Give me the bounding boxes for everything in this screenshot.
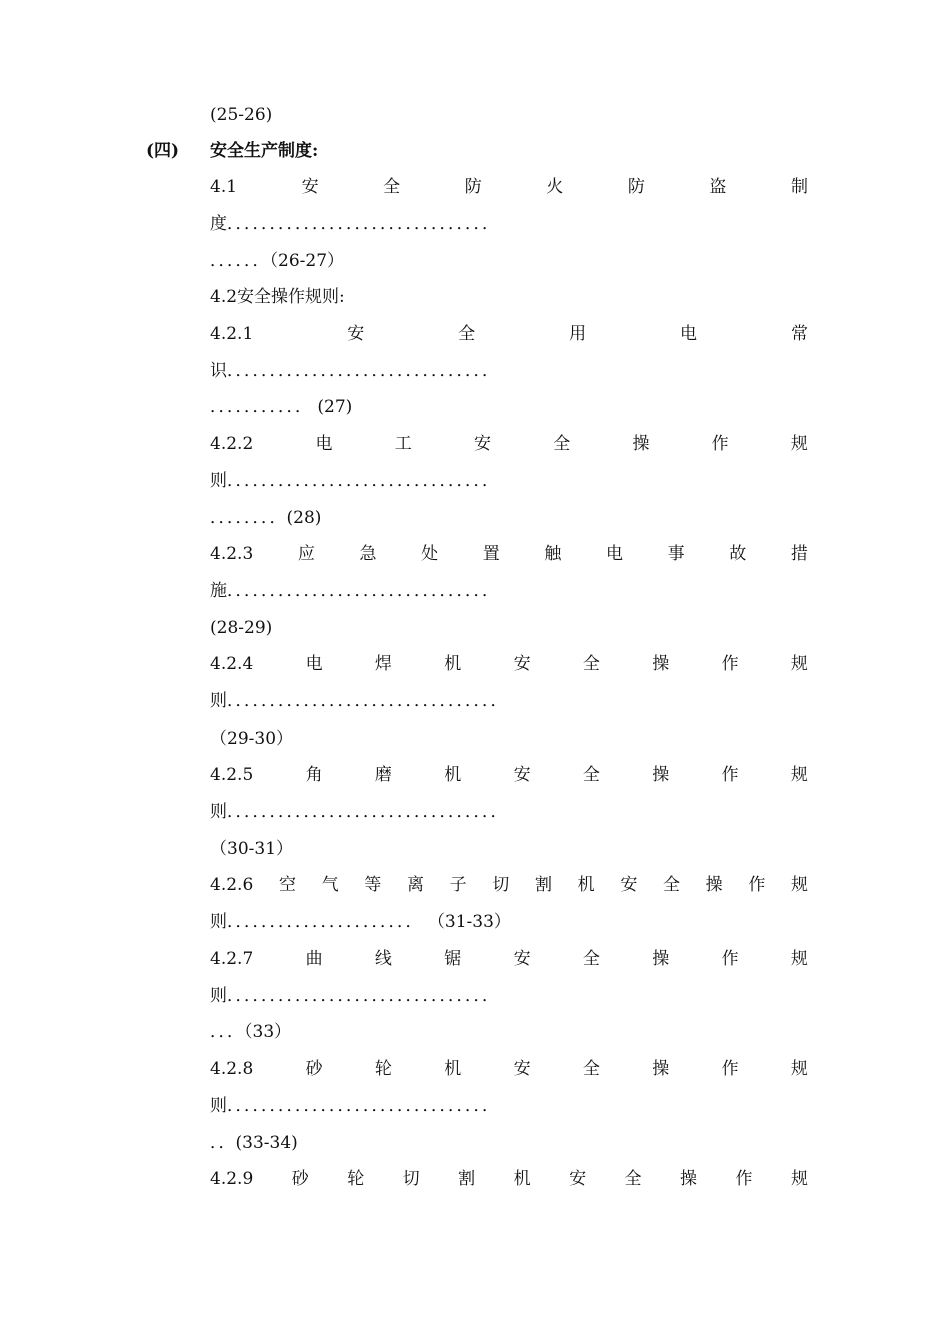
toc-entry-4-2-6-title: 4.2.6 空 气 等 离 子 切 割 机 安 全 操 作 规 — [210, 875, 808, 895]
section-number: (四) — [146, 141, 180, 161]
toc-page-ref: (25-26) — [210, 105, 273, 125]
toc-entry-4-2-1-leader: 识．．．．．．．．．．．．．．．．．．．．．．．．．．．．．．． — [210, 361, 499, 381]
toc-entry-4-2-5-title: 4.2.5 角 磨 机 安 全 操 作 规 — [210, 765, 808, 785]
toc-entry-4-2-7-page: ．．．（33） — [210, 1022, 292, 1042]
toc-entry-4-2-3-page: (28-29) — [210, 618, 273, 638]
toc-entry-4-2-5-leader: 则．．．．．．．．．．．．．．．．．．．．．．．．．．．．．．．． — [210, 802, 508, 822]
toc-entry-4-2-6-leader: 则．．．．．．．．．．．．．．．．．．．．．． （31-33） — [210, 912, 511, 932]
toc-entry-4-2-7-leader: 则．．．．．．．．．．．．．．．．．．．．．．．．．．．．．．． — [210, 986, 499, 1006]
toc-entry-4-2-8-leader: 则．．．．．．．．．．．．．．．．．．．．．．．．．．．．．．． — [210, 1096, 499, 1116]
toc-entry-4-1-title: 4.1 安 全 防 火 防 盗 制 — [210, 177, 808, 197]
toc-entry-4-2-3-leader: 施．．．．．．．．．．．．．．．．．．．．．．．．．．．．．．． — [210, 581, 499, 601]
toc-entry-4-2-2-leader: 则．．．．．．．．．．．．．．．．．．．．．．．．．．．．．．． — [210, 471, 499, 491]
toc-entry-4-2-9-title: 4.2.9 砂 轮 切 割 机 安 全 操 作 规 — [210, 1169, 808, 1189]
section-title: 安全生产制度: — [210, 141, 319, 161]
toc-entry-4-2-1-title: 4.2.1 安 全 用 电 常 — [210, 324, 808, 344]
toc-entry-4-2-3-title: 4.2.3 应 急 处 置 触 电 事 故 措 — [210, 544, 808, 564]
toc-entry-4-2-1-page: ．．．．．．．．．．． (27) — [210, 397, 353, 417]
toc-entry-4-2-2-page: ．．．．．．．．(28) — [210, 508, 322, 528]
toc-entry-4-2-5-page: （30-31） — [210, 839, 294, 859]
toc-entry-4-2-8-title: 4.2.8 砂 轮 机 安 全 操 作 规 — [210, 1059, 808, 1079]
toc-entry-4-2-4-leader: 则．．．．．．．．．．．．．．．．．．．．．．．．．．．．．．．． — [210, 691, 508, 711]
toc-entry-4-2-7-title: 4.2.7 曲 线 锯 安 全 操 作 规 — [210, 949, 808, 969]
toc-entry-4-1-page: ．．．．．．（26-27） — [210, 251, 345, 271]
toc-entry-4-2-4-title: 4.2.4 电 焊 机 安 全 操 作 规 — [210, 654, 808, 674]
toc-entry-4-2-2-title: 4.2.2 电 工 安 全 操 作 规 — [210, 434, 808, 454]
toc-entry-4-1-leader: 度．．．．．．．．．．．．．．．．．．．．．．．．．．．．．．． — [210, 214, 499, 234]
toc-heading-4-2: 4.2安全操作规则: — [210, 287, 345, 307]
toc-entry-4-2-8-page: ．．(33-34) — [210, 1133, 298, 1153]
toc-entry-4-2-4-page: （29-30） — [210, 729, 294, 749]
